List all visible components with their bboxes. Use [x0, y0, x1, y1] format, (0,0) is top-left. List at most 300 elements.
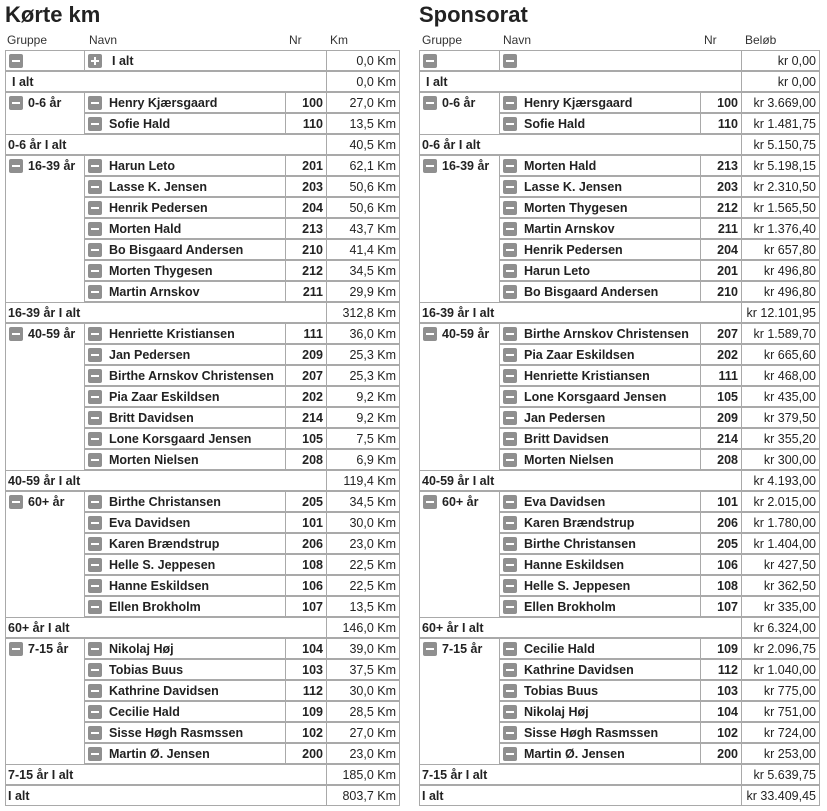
km-person-value: 28,5 Km [326, 701, 400, 722]
sp-person-collapse-icon[interactable] [503, 180, 517, 194]
sp-person-collapse-icon[interactable] [503, 579, 517, 593]
sp-group-name: 16-39 år [442, 159, 490, 173]
km-person-name: Harun Leto [84, 155, 286, 176]
sp-person-collapse-icon[interactable] [503, 705, 517, 719]
km-group-cell [5, 155, 85, 303]
sp-grand-total-label: I alt [419, 785, 742, 806]
sp-person-nr: 105 [700, 386, 742, 407]
km-person-value: 6,9 Km [326, 449, 400, 470]
km-person-value: 50,6 Km [326, 197, 400, 218]
km-person-name: Lone Korsgaard Jensen [84, 428, 286, 449]
sp-top-value: kr 0,00 [741, 50, 820, 71]
km-person-name: Birthe Arnskov Christensen [84, 365, 286, 386]
sp-person-name: Morten Hald [499, 155, 701, 176]
sp-person-value: kr 724,00 [741, 722, 820, 743]
sp-person-collapse-icon[interactable] [503, 663, 517, 677]
km-person-value: 23,0 Km [326, 743, 400, 764]
sp-person-collapse-icon[interactable] [503, 285, 517, 299]
km-person-collapse-icon[interactable] [88, 663, 102, 677]
sp-person-collapse-icon[interactable] [503, 348, 517, 362]
km-header-nr: Nr [289, 33, 302, 47]
km-person-nr: 100 [285, 92, 327, 113]
sp-group-total-value: kr 5.150,75 [741, 134, 820, 155]
km-person-nr: 102 [285, 722, 327, 743]
sp-collapse-all-icon[interactable] [423, 54, 437, 68]
km-person-name: Birthe Christansen [84, 491, 286, 512]
km-group-cell [5, 92, 85, 135]
sp-person-nr: 206 [700, 512, 742, 533]
sp-person-value: kr 2.310,50 [741, 176, 820, 197]
km-collapse-all-icon[interactable] [9, 54, 23, 68]
km-person-nr: 205 [285, 491, 327, 512]
km-person-collapse-icon[interactable] [88, 726, 102, 740]
km-person-nr: 106 [285, 575, 327, 596]
sp-person-nr: 103 [700, 680, 742, 701]
km-group-total-label: 16-39 år I alt [5, 302, 327, 323]
sp-person-name: Henriette Kristiansen [499, 365, 701, 386]
km-group-total-row [5, 764, 400, 785]
km-person-name: Helle S. Jeppesen [84, 554, 286, 575]
km-person-name: Bo Bisgaard Andersen [84, 239, 286, 260]
sp-person-value: kr 1.376,40 [741, 218, 820, 239]
km-group-total-label: 7-15 år I alt [5, 764, 327, 785]
sp-person-name: Lone Korsgaard Jensen [499, 386, 701, 407]
km-group-name: 16-39 år [28, 159, 76, 173]
km-person-name: Lasse K. Jensen [84, 176, 286, 197]
km-header-navn: Navn [89, 33, 118, 47]
km-person-nr: 210 [285, 239, 327, 260]
sp-header-navn: Navn [503, 33, 532, 47]
sp-person-collapse-icon[interactable] [503, 747, 517, 761]
sp-group-collapse-icon[interactable] [423, 327, 437, 341]
sp-person-value: kr 253,00 [741, 743, 820, 764]
sp-person-value: kr 427,50 [741, 554, 820, 575]
sp-person-value: kr 379,50 [741, 407, 820, 428]
km-person-value: 43,7 Km [326, 218, 400, 239]
km-person-collapse-icon[interactable] [88, 495, 102, 509]
sp-person-name: Birthe Arnskov Christensen [499, 323, 701, 344]
km-person-value: 62,1 Km [326, 155, 400, 176]
km-header-gruppe: Gruppe [7, 33, 48, 47]
sp-person-nr: 111 [700, 365, 742, 386]
km-person-collapse-icon[interactable] [88, 705, 102, 719]
km-person-name: Sisse Høgh Rasmssen [84, 722, 286, 743]
sp-person-nr: 212 [700, 197, 742, 218]
sp-person-nr: 107 [700, 596, 742, 617]
sp-person-name: Jan Pedersen [499, 407, 701, 428]
sp-group-collapse-icon[interactable] [423, 642, 437, 656]
km-group-total-row [5, 617, 400, 638]
km-person-nr: 212 [285, 260, 327, 281]
sp-person-name: Henrik Pedersen [499, 239, 701, 260]
sp-person-name: Lasse K. Jensen [499, 176, 701, 197]
km-group-total-value: 146,0 Km [326, 617, 400, 638]
sp-group-cell [419, 323, 500, 471]
sp-top-row [419, 50, 820, 71]
sp-person-name: Karen Brændstrup [499, 512, 701, 533]
sp-group-total-value: kr 5.639,75 [741, 764, 820, 785]
sp-person-collapse-icon[interactable] [503, 222, 517, 236]
sp-person-nr: 106 [700, 554, 742, 575]
km-person-nr: 111 [285, 323, 327, 344]
km-person-value: 29,9 Km [326, 281, 400, 302]
sp-person-nr: 104 [700, 701, 742, 722]
sp-person-value: kr 496,80 [741, 281, 820, 302]
sp-person-value: kr 362,50 [741, 575, 820, 596]
sp-top-group-cell [419, 50, 500, 71]
sp-group-cell [419, 155, 500, 303]
sp-group-total-label: 0-6 år I alt [419, 134, 742, 155]
sp-person-nr: 203 [700, 176, 742, 197]
km-person-name: Nikolaj Høj [84, 638, 286, 659]
sp-group-total-label: 60+ år I alt [419, 617, 742, 638]
km-group-total-row [5, 134, 400, 155]
km-column-headers [5, 33, 400, 49]
sp-column-headers [419, 33, 820, 49]
sp-person-nr: 205 [700, 533, 742, 554]
sp-person-name: Henry Kjærsgaard [499, 92, 701, 113]
sp-person-collapse-icon[interactable] [503, 516, 517, 530]
km-person-name: Jan Pedersen [84, 344, 286, 365]
km-person-collapse-icon[interactable] [88, 264, 102, 278]
sp-person-collapse-icon[interactable] [503, 96, 517, 110]
km-person-nr: 207 [285, 365, 327, 386]
km-grand-total-label: I alt [5, 785, 327, 806]
km-person-collapse-icon[interactable] [88, 285, 102, 299]
sp-person-value: kr 300,00 [741, 449, 820, 470]
sp-person-collapse-icon[interactable] [503, 390, 517, 404]
sp-person-name: Sisse Høgh Rasmssen [499, 722, 701, 743]
km-group-collapse-icon[interactable] [9, 327, 23, 341]
km-group-name: 60+ år [28, 495, 65, 509]
sp-person-collapse-icon[interactable] [503, 558, 517, 572]
sp-person-value: kr 1.040,00 [741, 659, 820, 680]
km-person-collapse-icon[interactable] [88, 516, 102, 530]
sp-person-name: Bo Bisgaard Andersen [499, 281, 701, 302]
km-person-collapse-icon[interactable] [88, 684, 102, 698]
sp-person-name: Sofie Hald [499, 113, 701, 134]
km-person-nr: 103 [285, 659, 327, 680]
km-person-collapse-icon[interactable] [88, 390, 102, 404]
km-top-total-value: 0,0 Km [326, 71, 400, 92]
km-person-nr: 214 [285, 407, 327, 428]
km-group-total-label: 0-6 år I alt [5, 134, 327, 155]
sp-person-nr: 201 [700, 260, 742, 281]
km-person-name: Cecilie Hald [84, 701, 286, 722]
km-person-value: 34,5 Km [326, 260, 400, 281]
km-person-collapse-icon[interactable] [88, 243, 102, 257]
sp-group-total-row [419, 764, 820, 785]
sp-group-cell [419, 491, 500, 618]
km-person-name: Morten Hald [84, 218, 286, 239]
sp-group-total-value: kr 4.193,00 [741, 470, 820, 491]
km-group-collapse-icon[interactable] [9, 642, 23, 656]
km-person-collapse-icon[interactable] [88, 117, 102, 131]
sp-person-value: kr 335,00 [741, 596, 820, 617]
sp-person-name: Eva Davidsen [499, 491, 701, 512]
sp-person-value: kr 2.015,00 [741, 491, 820, 512]
km-person-value: 23,0 Km [326, 533, 400, 554]
sp-person-name: Pia Zaar Eskildsen [499, 344, 701, 365]
km-person-value: 25,3 Km [326, 365, 400, 386]
sp-person-value: kr 1.780,00 [741, 512, 820, 533]
sp-person-collapse-icon[interactable] [503, 726, 517, 740]
sp-person-nr: 211 [700, 218, 742, 239]
sp-group-collapse-icon[interactable] [423, 495, 437, 509]
km-person-nr: 101 [285, 512, 327, 533]
km-person-name: Martin Arnskov [84, 281, 286, 302]
km-person-name: Pia Zaar Eskildsen [84, 386, 286, 407]
sp-person-name: Tobias Buus [499, 680, 701, 701]
km-person-nr: 110 [285, 113, 327, 134]
sp-group-name: 60+ år [442, 495, 479, 509]
km-person-value: 30,0 Km [326, 680, 400, 701]
sp-person-collapse-icon[interactable] [503, 327, 517, 341]
km-person-value: 36,0 Km [326, 323, 400, 344]
km-person-collapse-icon[interactable] [88, 558, 102, 572]
km-person-collapse-icon[interactable] [88, 432, 102, 446]
sp-group-cell [419, 92, 500, 135]
km-person-value: 37,5 Km [326, 659, 400, 680]
sp-group-collapse-icon[interactable] [423, 159, 437, 173]
sp-person-collapse-icon[interactable] [503, 411, 517, 425]
km-person-name: Martin Ø. Jensen [84, 743, 286, 764]
sp-group-total-value: kr 12.101,95 [741, 302, 820, 323]
sp-top-name-cell [499, 50, 742, 71]
sp-person-nr: 207 [700, 323, 742, 344]
km-person-value: 50,6 Km [326, 176, 400, 197]
km-person-name: Henriette Kristiansen [84, 323, 286, 344]
km-person-value: 34,5 Km [326, 491, 400, 512]
sp-person-nr: 213 [700, 155, 742, 176]
sp-title: Sponsorat [419, 2, 528, 27]
sp-person-value: kr 751,00 [741, 701, 820, 722]
sp-person-collapse-icon[interactable] [503, 600, 517, 614]
km-person-collapse-icon[interactable] [88, 201, 102, 215]
km-top-total-label: I alt [5, 71, 327, 92]
sp-person-collapse-icon[interactable] [503, 642, 517, 656]
km-person-value: 41,4 Km [326, 239, 400, 260]
km-person-collapse-icon[interactable] [88, 348, 102, 362]
km-group-total-value: 312,8 Km [326, 302, 400, 323]
sp-person-name: Nikolaj Høj [499, 701, 701, 722]
sp-person-nr: 112 [700, 659, 742, 680]
sp-person-value: kr 496,80 [741, 260, 820, 281]
sp-person-value: kr 355,20 [741, 428, 820, 449]
sp-group-total-row [419, 302, 820, 323]
sp-person-value: kr 435,00 [741, 386, 820, 407]
sp-group-total-row [419, 470, 820, 491]
sp-person-value: kr 1.589,70 [741, 323, 820, 344]
km-person-value: 9,2 Km [326, 386, 400, 407]
sp-header-nr: Nr [704, 33, 717, 47]
km-group-collapse-icon[interactable] [9, 159, 23, 173]
sp-person-nr: 100 [700, 92, 742, 113]
km-top-total-row [5, 71, 400, 92]
sp-group-name: 40-59 år [442, 327, 490, 341]
km-person-nr: 202 [285, 386, 327, 407]
sp-person-collapse-icon[interactable] [503, 537, 517, 551]
km-group-total-label: 60+ år I alt [5, 617, 327, 638]
km-person-collapse-icon[interactable] [88, 327, 102, 341]
sp-group-total-label: 40-59 år I alt [419, 470, 742, 491]
sp-person-nr: 101 [700, 491, 742, 512]
sp-person-nr: 214 [700, 428, 742, 449]
sp-person-nr: 202 [700, 344, 742, 365]
sp-person-nr: 109 [700, 638, 742, 659]
sp-person-value: kr 665,60 [741, 344, 820, 365]
km-top-value: 0,0 Km [326, 50, 400, 71]
sp-grand-total-row [419, 785, 820, 806]
km-person-value: 25,3 Km [326, 344, 400, 365]
sp-header-gruppe: Gruppe [422, 33, 463, 47]
km-grand-total-value: 803,7 Km [326, 785, 400, 806]
km-person-collapse-icon[interactable] [88, 600, 102, 614]
km-person-name: Britt Davidsen [84, 407, 286, 428]
sp-group-total-label: 7-15 år I alt [419, 764, 742, 785]
km-person-name: Karen Brændstrup [84, 533, 286, 554]
km-group-total-row [5, 470, 400, 491]
km-person-value: 13,5 Km [326, 113, 400, 134]
sp-person-value: kr 1.404,00 [741, 533, 820, 554]
km-person-collapse-icon[interactable] [88, 159, 102, 173]
km-top-group-cell [5, 50, 85, 71]
sp-group-collapse-icon[interactable] [423, 96, 437, 110]
sp-person-nr: 110 [700, 113, 742, 134]
km-person-collapse-icon[interactable] [88, 411, 102, 425]
km-top-name-cell [84, 50, 327, 71]
km-person-collapse-icon[interactable] [88, 222, 102, 236]
km-person-name: Morten Thygesen [84, 260, 286, 281]
km-person-name: Kathrine Davidsen [84, 680, 286, 701]
km-person-collapse-icon[interactable] [88, 537, 102, 551]
km-person-value: 22,5 Km [326, 554, 400, 575]
sp-person-nr: 108 [700, 575, 742, 596]
sp-group-total-label: 16-39 år I alt [419, 302, 742, 323]
sp-group-cell [419, 638, 500, 765]
km-person-nr: 109 [285, 701, 327, 722]
km-group-name: 40-59 år [28, 327, 76, 341]
km-person-nr: 204 [285, 197, 327, 218]
km-person-nr: 203 [285, 176, 327, 197]
sp-header-belob: Beløb [745, 33, 777, 47]
sp-person-nr: 210 [700, 281, 742, 302]
sp-person-collapse-icon[interactable] [503, 117, 517, 131]
sp-person-name: Harun Leto [499, 260, 701, 281]
km-group-collapse-icon[interactable] [9, 96, 23, 110]
km-person-nr: 213 [285, 218, 327, 239]
km-person-value: 9,2 Km [326, 407, 400, 428]
sp-person-value: kr 3.669,00 [741, 92, 820, 113]
sp-person-value: kr 5.198,15 [741, 155, 820, 176]
sp-grand-total-value: kr 33.409,45 [741, 785, 820, 806]
km-person-collapse-icon[interactable] [88, 579, 102, 593]
sp-person-collapse-icon[interactable] [503, 159, 517, 173]
km-title: Kørte km [5, 2, 101, 27]
sp-person-collapse-icon[interactable] [503, 201, 517, 215]
sp-person-name: Martin Arnskov [499, 218, 701, 239]
km-person-nr: 208 [285, 449, 327, 470]
sp-person-collapse-icon[interactable] [503, 684, 517, 698]
km-person-name: Henry Kjærsgaard [84, 92, 286, 113]
km-person-name: Hanne Eskildsen [84, 575, 286, 596]
sp-person-name: Cecilie Hald [499, 638, 701, 659]
km-group-cell [5, 491, 85, 618]
km-person-value: 30,0 Km [326, 512, 400, 533]
km-person-nr: 107 [285, 596, 327, 617]
sp-group-name: 7-15 år [442, 642, 483, 656]
sp-person-value: kr 468,00 [741, 365, 820, 386]
km-person-value: 7,5 Km [326, 428, 400, 449]
km-person-nr: 112 [285, 680, 327, 701]
km-person-nr: 105 [285, 428, 327, 449]
sp-person-name: Hanne Eskildsen [499, 554, 701, 575]
sp-person-value: kr 2.096,75 [741, 638, 820, 659]
km-header-km: Km [330, 33, 348, 47]
km-group-cell [5, 323, 85, 471]
km-person-name: Ellen Brokholm [84, 596, 286, 617]
sp-person-collapse-icon[interactable] [503, 432, 517, 446]
sp-person-collapse-icon[interactable] [503, 453, 517, 467]
sp-person-nr: 200 [700, 743, 742, 764]
sp-person-name: Morten Nielsen [499, 449, 701, 470]
km-person-nr: 200 [285, 743, 327, 764]
sp-top-total-row [419, 71, 820, 92]
km-group-total-row [5, 302, 400, 323]
sp-person-name: Ellen Brokholm [499, 596, 701, 617]
km-group-total-value: 40,5 Km [326, 134, 400, 155]
sp-group-name: 0-6 år [442, 96, 476, 110]
km-person-name: Morten Nielsen [84, 449, 286, 470]
km-person-collapse-icon[interactable] [88, 453, 102, 467]
km-person-nr: 206 [285, 533, 327, 554]
sp-person-name: Britt Davidsen [499, 428, 701, 449]
km-group-name: 7-15 år [28, 642, 69, 656]
km-person-nr: 104 [285, 638, 327, 659]
km-group-name: 0-6 år [28, 96, 62, 110]
sp-person-collapse-icon[interactable] [503, 264, 517, 278]
sp-person-collapse-icon[interactable] [503, 243, 517, 257]
km-person-collapse-icon[interactable] [88, 747, 102, 761]
km-person-nr: 211 [285, 281, 327, 302]
km-person-name: Eva Davidsen [84, 512, 286, 533]
km-person-nr: 201 [285, 155, 327, 176]
km-person-collapse-icon[interactable] [88, 96, 102, 110]
km-expand-icon[interactable] [88, 54, 102, 68]
km-person-nr: 209 [285, 344, 327, 365]
km-person-value: 13,5 Km [326, 596, 400, 617]
km-person-value: 22,5 Km [326, 575, 400, 596]
sp-group-total-value: kr 6.324,00 [741, 617, 820, 638]
sp-person-collapse-icon[interactable] [503, 369, 517, 383]
km-person-name: Henrik Pedersen [84, 197, 286, 218]
sp-person-value: kr 1.565,50 [741, 197, 820, 218]
km-top-row [5, 50, 400, 71]
sp-group-total-row [419, 134, 820, 155]
km-person-collapse-icon[interactable] [88, 369, 102, 383]
km-person-collapse-icon[interactable] [88, 180, 102, 194]
sp-top-total-value: kr 0,00 [741, 71, 820, 92]
km-person-value: 27,0 Km [326, 722, 400, 743]
km-group-collapse-icon[interactable] [9, 495, 23, 509]
sp-expand-icon[interactable] [503, 54, 517, 68]
km-group-total-label: 40-59 år I alt [5, 470, 327, 491]
sp-person-collapse-icon[interactable] [503, 495, 517, 509]
km-person-nr: 108 [285, 554, 327, 575]
sp-person-value: kr 657,80 [741, 239, 820, 260]
sp-group-total-row [419, 617, 820, 638]
km-person-collapse-icon[interactable] [88, 642, 102, 656]
